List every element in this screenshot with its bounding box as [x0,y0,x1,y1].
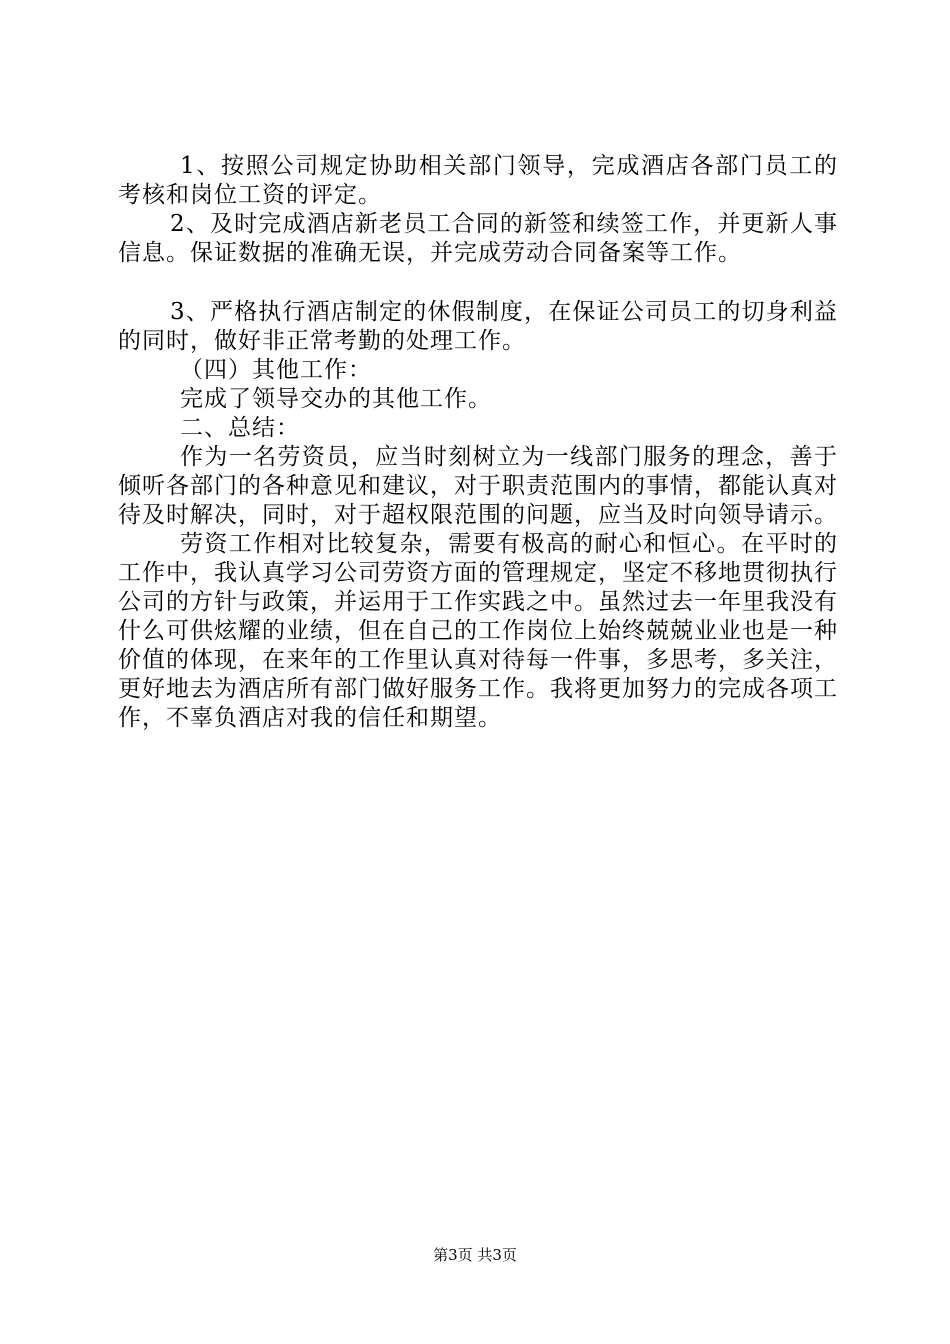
document-body [118,152,838,733]
section-heading-summary: 二、总结： [180,415,300,441]
paragraph-summary-2: 劳资工作相对比较复杂，需要有极高的耐心和恒心。在平时的工作中，我认真学习公司劳资方面的管理规定，坚定不移地贯彻执行公司的方针与政策，并运用于工作实践之中。虽然过去一年里我没有什么可供炫耀的业绩，但在自己的工作岗位上始终兢兢业业也是一种价值的体现，在来年的工作里认真对待每一件事，多思考，多关注，更好地去为酒店所有部门做好服务工作。我将更加努力的完成各项工作，不辜负酒店对我的信任和期望。 [118,531,838,731]
paragraph-other-work: 完成了领导交办的其他工作。 [180,386,492,412]
section-heading-other-work: （四）其他工作： [180,357,372,383]
page-number-footer: 第3页 共3页 [433,1246,517,1264]
paragraph-summary-1: 作为一名劳资员，应当时刻树立为一线部门服务的理念，善于倾听各部门的各种意见和建议，对于职责范围内的事情，都能认真对待及时解决，同时，对于超权限范围的问题，应当及时向领导请示。 [118,444,838,528]
paragraph-item-3: 3、严格执行酒店制定的休假制度，在保证公司员工的切身利益的同时，做好非正常考勤的处理工作。 [118,299,838,354]
paragraph-item-2: 2、及时完成酒店新老员工合同的新签和续签工作，并更新人事信息。保证数据的准确无误，并完成劳动合同备案等工作。 [118,211,838,266]
paragraph-item-1: 1、按照公司规定协助相关部门领导，完成酒店各部门员工的考核和岗位工资的评定。 [118,153,838,208]
